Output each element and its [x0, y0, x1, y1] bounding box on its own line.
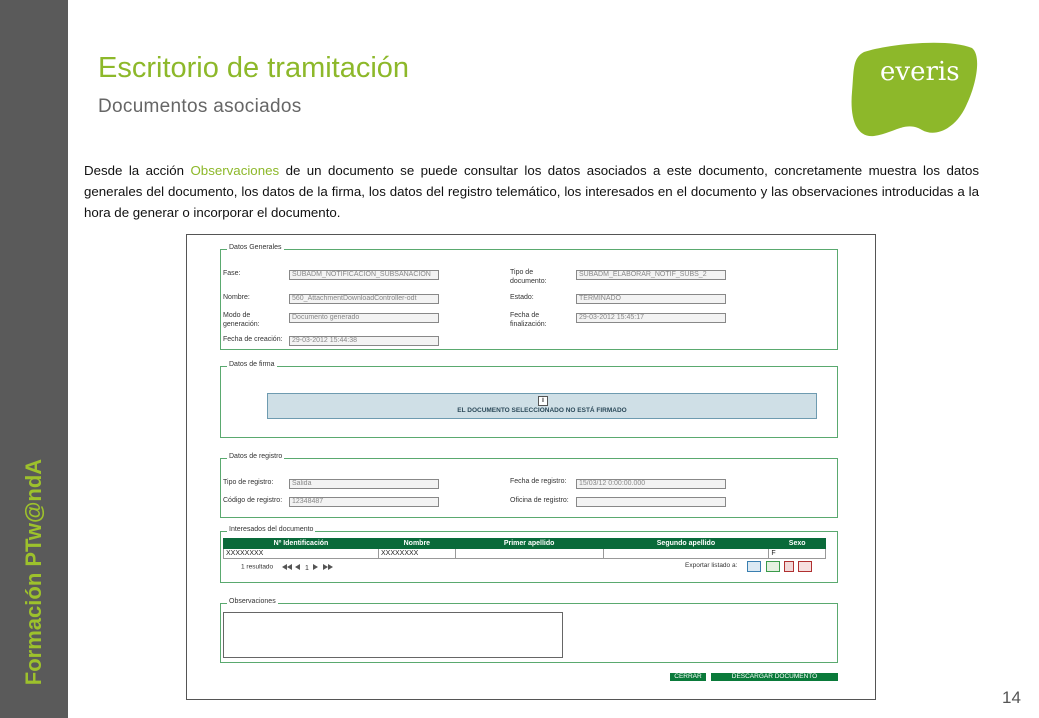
fecha-finalizacion-label: Fecha de finalización:: [510, 312, 547, 328]
col-segundo-apellido[interactable]: Segundo apellido: [603, 539, 769, 549]
fecha-registro-field: 15/03/12 0:00:00.000: [576, 479, 726, 489]
nombre-label: Nombre:: [223, 294, 250, 301]
modo-generacion-label: Modo de generación:: [223, 312, 260, 328]
result-count: 1 resultado: [241, 563, 274, 571]
export-csv-icon[interactable]: [766, 561, 780, 572]
current-page: 1: [304, 565, 309, 571]
not-signed-message: EL DOCUMENTO SELECCIONADO NO ESTÁ FIRMADO: [457, 407, 627, 414]
modo-generacion-field: Documento generado: [289, 313, 439, 323]
codigo-registro-label: Código de registro:: [223, 497, 283, 504]
interested-legend: Interesados del documento: [229, 526, 314, 533]
export-label: Exportar listado a:: [685, 562, 738, 569]
page-subtitle: Documentos asociados: [98, 96, 302, 117]
prev-page-icon[interactable]: [295, 564, 300, 570]
document-details-screenshot: [186, 234, 876, 700]
signature-data-section: [220, 361, 838, 438]
table-row[interactable]: [224, 549, 826, 559]
tipo-registro-field: Salida: [289, 479, 439, 489]
table-header-row: [224, 539, 826, 549]
intro-paragraph: [84, 160, 979, 223]
general-data-section: [220, 244, 838, 350]
intro-text-start: Desde la acción: [84, 163, 191, 178]
observations-textarea[interactable]: [223, 612, 563, 658]
estado-label: Estado:: [510, 294, 534, 301]
observations-section: [220, 598, 838, 663]
registry-data-section: [220, 453, 838, 518]
signature-legend: Datos de firma: [229, 361, 275, 368]
page-number: 14: [1002, 688, 1021, 707]
everis-logo: [848, 42, 980, 138]
fecha-creacion-field: 29-03-2012 15:44:38: [289, 336, 439, 346]
pagination-controls: [281, 563, 339, 571]
codigo-registro-field: 12348487: [289, 497, 439, 507]
export-pdf-icon[interactable]: [784, 561, 794, 572]
pagination: [241, 563, 339, 571]
last-page-icon[interactable]: [323, 564, 333, 570]
export-odt-icon[interactable]: [798, 561, 812, 572]
col-nombre[interactable]: Nombre: [379, 539, 456, 549]
col-primer-apellido[interactable]: Primer apellido: [455, 539, 603, 549]
info-icon: i: [538, 396, 548, 406]
page-title: Escritorio de tramitación: [98, 52, 410, 84]
general-legend: Datos Generales: [229, 244, 282, 251]
export-area: [685, 562, 737, 569]
cell-segundo-apellido: [603, 549, 769, 559]
fecha-finalizacion-field: 29-03-2012 15:45:17: [576, 313, 726, 323]
close-button[interactable]: CERRAR: [670, 673, 706, 681]
first-page-icon[interactable]: [282, 564, 292, 570]
observations-legend: Observaciones: [229, 598, 276, 605]
sidebar: [0, 0, 68, 718]
download-document-button[interactable]: DESCARGAR DOCUMENTO: [711, 673, 838, 681]
next-page-icon[interactable]: [313, 564, 318, 570]
cell-nombre: XXXXXXXX: [379, 549, 456, 559]
sidebar-label: Formación PTw@ndA: [21, 458, 46, 686]
intro-text-end: de un documento se puede consultar los datos asociados a este documento, concretamente muestra los datos generales del documento, los datos de la firma, los datos del registro telemático, los interesados en el documento y las observaciones introducidas a la hora de generar o incorporar el documento.: [84, 163, 979, 220]
fecha-creacion-label: Fecha de creación:: [223, 336, 283, 343]
tipo-documento-label: Tipo de documento:: [510, 269, 547, 285]
registry-legend: Datos de registro: [229, 453, 283, 460]
nombre-field: 560_AttachmentDownloadController-odt: [289, 294, 439, 304]
col-sexo[interactable]: Sexo: [769, 539, 826, 549]
cell-sexo: F: [769, 549, 826, 559]
fase-label: Fase:: [223, 270, 241, 277]
export-excel-icon[interactable]: [747, 561, 761, 572]
col-identificacion[interactable]: Nº Identificación: [224, 539, 379, 549]
not-signed-notice: [267, 393, 817, 419]
estado-field: TERMINADO: [576, 294, 726, 304]
oficina-registro-field: [576, 497, 726, 507]
observaciones-highlight: Observaciones: [190, 163, 280, 178]
tipo-registro-label: Tipo de registro:: [223, 479, 274, 486]
cell-identificacion: XXXXXXXX: [224, 549, 379, 559]
logo-text: everis: [880, 57, 960, 87]
oficina-registro-label: Oficina de registro:: [510, 497, 569, 504]
fase-field: SUBADM_NOTIFICACION_SUBSANACION: [289, 270, 439, 280]
cell-primer-apellido: [455, 549, 603, 559]
tipo-documento-field: SUBADM_ELABORAR_NOTIF_SUBS_2: [576, 270, 726, 280]
interested-table: [223, 538, 826, 559]
fecha-registro-label: Fecha de registro:: [510, 478, 567, 485]
interested-parties-section: [220, 526, 838, 583]
